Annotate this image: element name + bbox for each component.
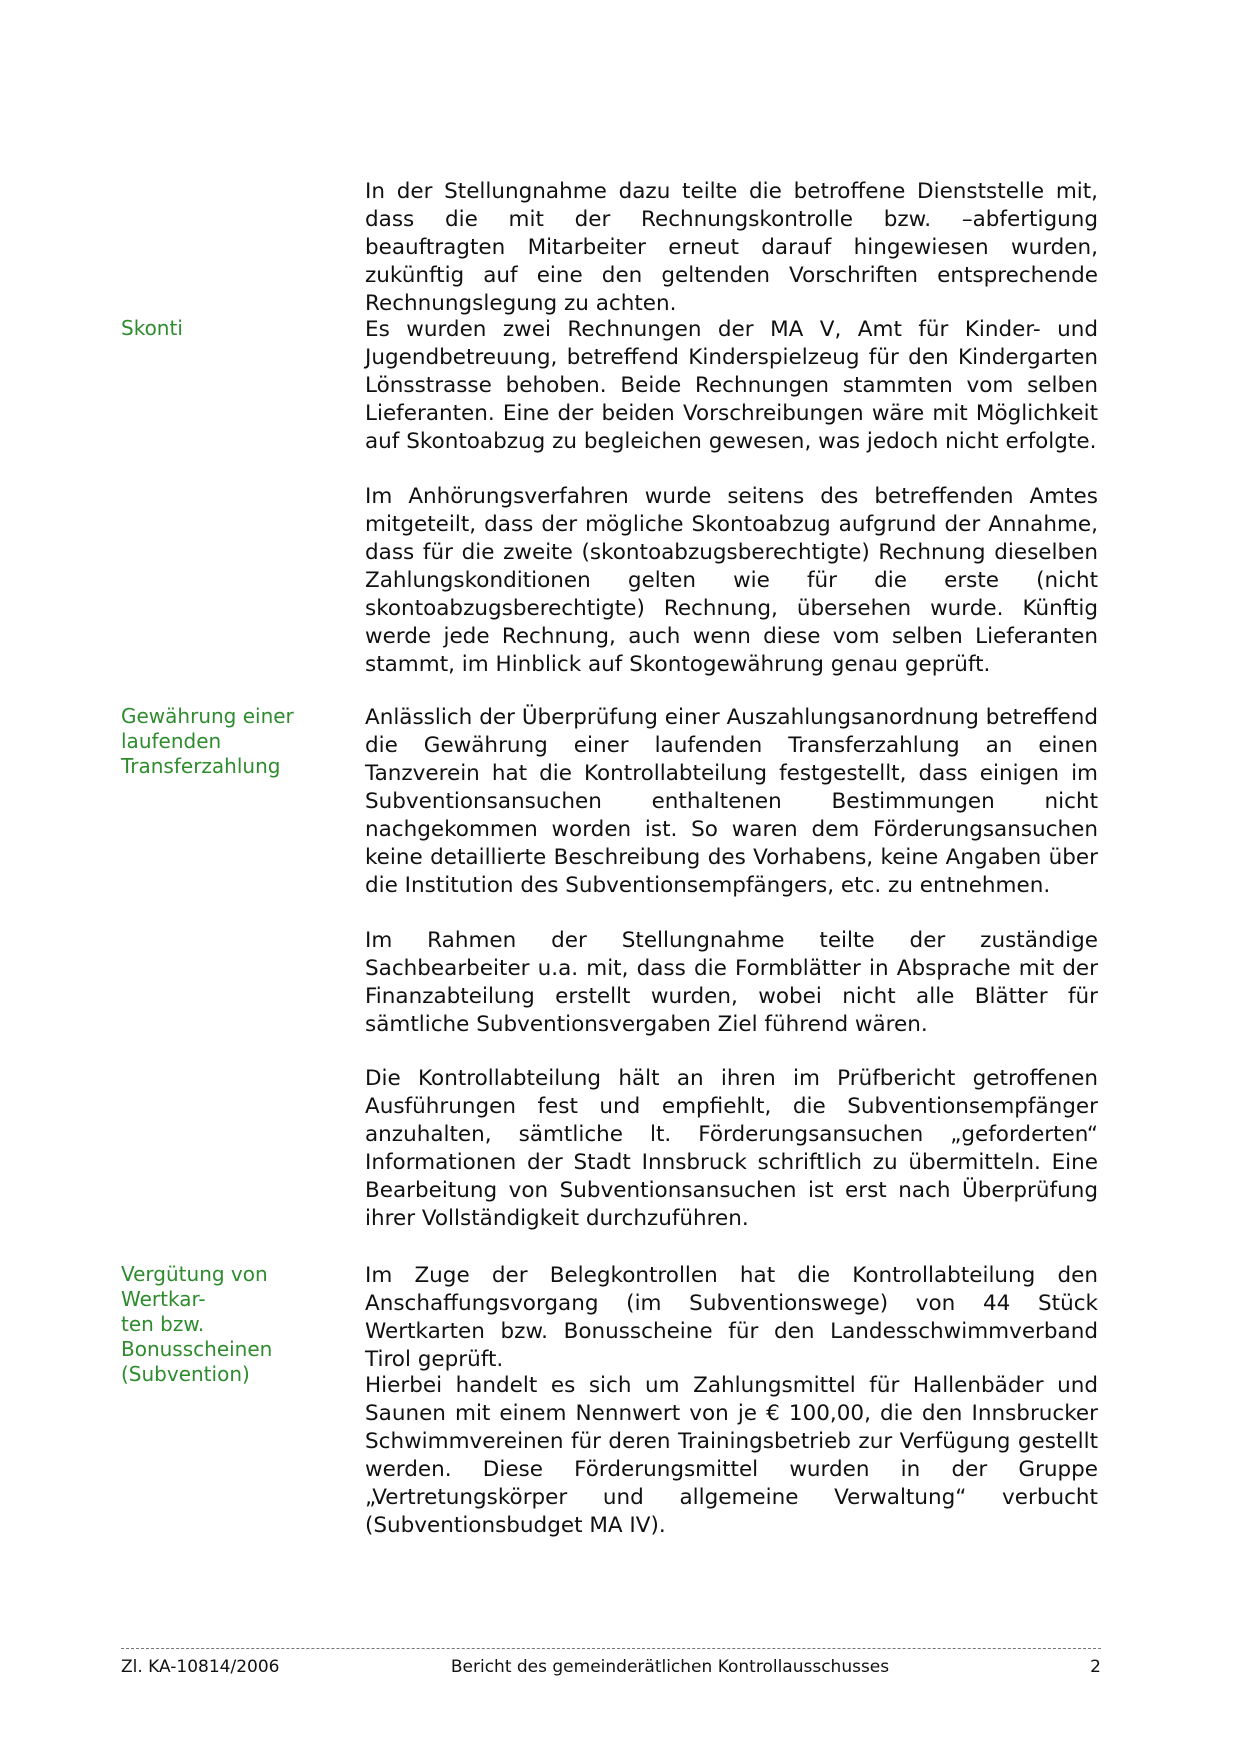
sidenote-transferzahlung-line-3: Transferzahlung — [121, 754, 281, 778]
sidenote-transferzahlung-line-1: Gewährung einer — [121, 704, 294, 728]
paragraph-3: Im Anhörungsverfahren wurde seitens des betreffenden Amtes mitgeteilt, dass der mögliche Skontoabzug aufgrund der Annahme, dass für die zweite (skontoabzugsberechtigte) Rechnung dieselben Zahlungskonditionen gelten wie für die erste (nicht skontoabzugsberechtigte) Rechnung, übersehen wurde. Künftig werde jede Rechnung, auch wenn diese vom selben Lieferanten stammt, im Hinblick auf Skontogewährung genau geprüft. — [365, 484, 1098, 677]
paragraph-7: Im Zuge der Belegkontrollen hat die Kontrollabteilung den Anschaffungsvorgang (im Subventionswege) von 44 Stück Wertkarten bzw. Bonusscheine für den Landesschwimmverband Tirol geprüft. — [365, 1263, 1098, 1372]
sidenote-skonti: Skonti — [121, 316, 183, 340]
paragraph-2: Es wurden zwei Rechnungen der MA V, Amt für Kinder- und Jugendbetreuung, betreffend Kinderspielzeug für den Kindergarten Lönsstrasse behoben. Beide Rechnungen stammten vom selben Lieferanten. Eine der beiden Vorschreibungen wäre mit Möglichkeit auf Skontoabzug zu begleichen gewesen, was jedoch nicht erfolgte. — [365, 317, 1098, 454]
footer-divider — [121, 1648, 1101, 1649]
page-number: 2 — [1090, 1657, 1101, 1677]
sidenote-transferzahlung-line-2: laufenden — [121, 729, 222, 753]
sidenote-wertkarten-line-3: (Subvention) — [121, 1362, 250, 1386]
paragraph-1: In der Stellungnahme dazu teilte die betroffene Dienststelle mit, dass die mit der Rechnungskontrolle bzw. –abfertigung beauftragten Mitarbeiter erneut darauf hingewiesen wurden, zukünftig auf eine den geltenden Vorschriften entsprechende Rechnungslegung zu achten. — [365, 179, 1098, 316]
sidenote-transferzahlung — [121, 704, 353, 779]
paragraph-5: Im Rahmen der Stellungnahme teilte der zuständige Sachbearbeiter u.a. mit, dass die Formblätter in Absprache mit der Finanzabteilung erstellt wurden, wobei nicht alle Blätter für sämtliche Subventionsvergaben Ziel führend wären. — [365, 928, 1098, 1037]
footer-reference: Zl. KA-10814/2006 — [121, 1657, 280, 1677]
paragraph-8: Hierbei handelt es sich um Zahlungsmittel für Hallenbäder und Saunen mit einem Nennwert von je € 100,00, die den Innsbrucker Schwimmvereinen für deren Trainingsbetrieb zur Verfügung gestellt werden. Diese Förderungsmittel wurden in der Gruppe „Vertretungskörper und allgemeine Verwaltung“ verbucht (Subventionsbudget MA IV). — [365, 1373, 1098, 1538]
paragraph-4: Anlässlich der Überprüfung einer Auszahlungsanordnung betreffend die Gewährung einer laufenden Transferzahlung an einen Tanzverein hat die Kontrollabteilung festgestellt, dass einigen im Subventionsansuchen enthaltenen Bestimmungen nicht nachgekommen worden ist. So waren dem Förderungsansuchen keine detaillierte Beschreibung des Vorhabens, keine Angaben über die Institution des Subventionsempfängers, etc. zu entnehmen. — [365, 705, 1098, 898]
sidenote-wertkarten-line-1: Vergütung von Wertkar- — [121, 1262, 268, 1311]
sidenote-wertkarten — [121, 1262, 357, 1387]
footer-title: Bericht des gemeinderätlichen Kontrollausschusses — [450, 1657, 890, 1677]
sidenote-wertkarten-line-2: ten bzw. Bonusscheinen — [121, 1312, 273, 1361]
paragraph-6: Die Kontrollabteilung hält an ihren im Prüfbericht getroffenen Ausführungen fest und empfiehlt, die Subventionsempfänger anzuhalten, sämtliche lt. Förderungsansuchen „geforderten“ Informationen der Stadt Innsbruck schriftlich zu übermitteln. Eine Bearbeitung von Subventionsansuchen ist erst nach Überprüfung ihrer Vollständigkeit durchzuführen. — [365, 1066, 1098, 1231]
